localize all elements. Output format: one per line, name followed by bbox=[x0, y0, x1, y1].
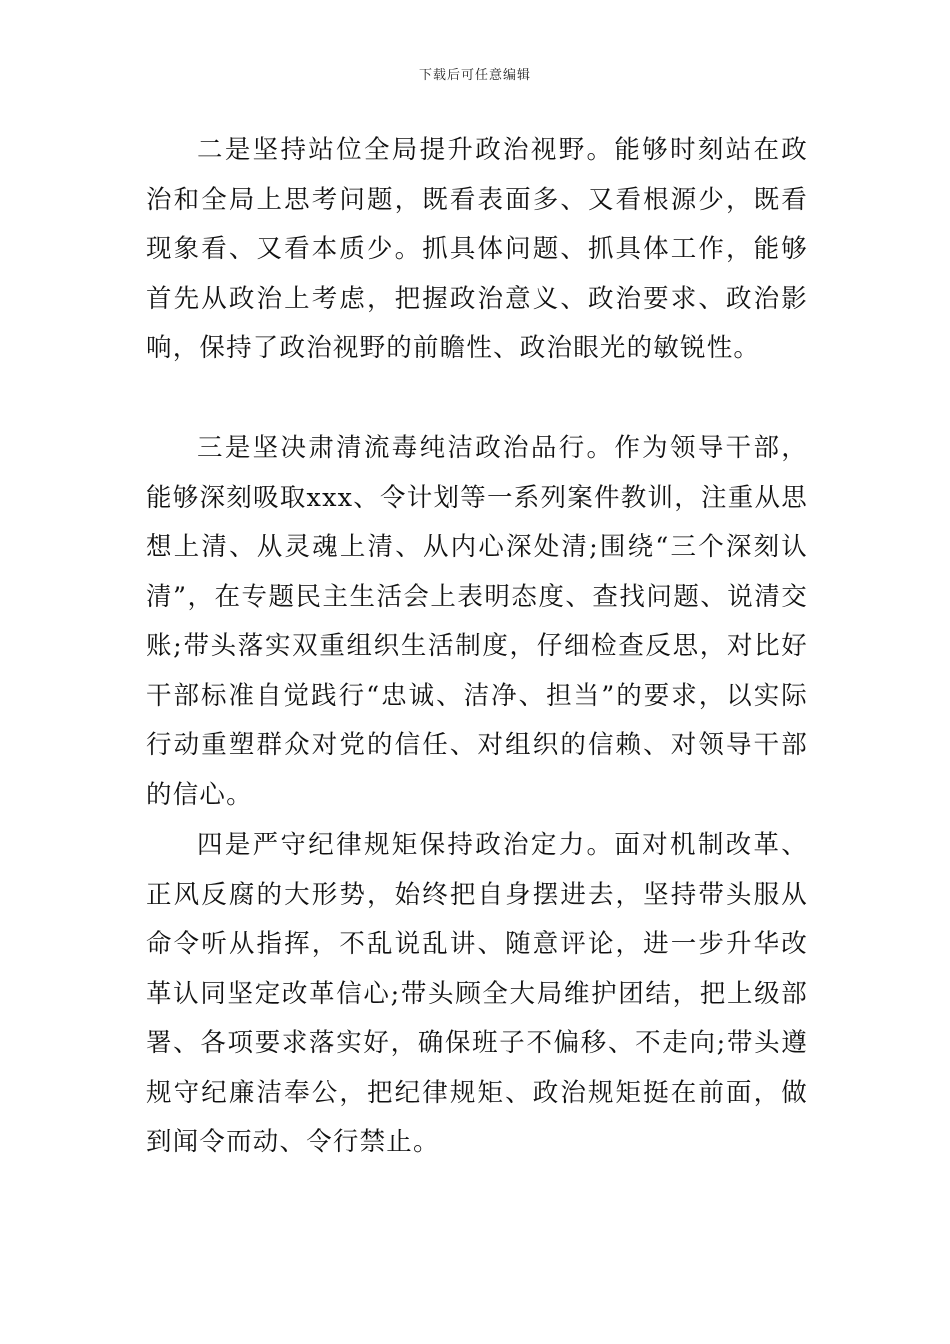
paragraph-political-vision: 二是坚持站位全局提升政治视野。能够时刻站在政治和全局上思考问题，既看表面多、又看根源少，既看现象看、又看本质少。抓具体问题、抓具体工作，能够首先从政治上考虑，把握政治意义、政治要求、政治影响，保持了政治视野的前瞻性、政治眼光的敏锐性。 bbox=[146, 135, 808, 363]
paragraph-political-conduct: 三是坚决肃清流毒纯洁政治品行。作为领导干部，能够深刻吸取xxx、令计划等一系列案件教训，注重从思想上清、从灵魂上清、从内心深处清;围绕“三个深刻认清”，在专题民主生活会上表明态度、查找问题、说清交账;带头落实双重组织生活制度，仔细检查反思，对比好干部标准自觉践行“忠诚、洁净、担当”的要求，以实际行动重塑群众对党的信任、对组织的信赖、对领导干部的信心。 bbox=[146, 433, 808, 810]
page-header-note: 下载后可任意编辑 bbox=[418, 68, 531, 83]
paragraph-political-discipline: 四是严守纪律规矩保持政治定力。面对机制改革、正风反腐的大形势，始终把自身摆进去，坚持带头服从命令听从指挥，不乱说乱讲、随意评论，进一步升华改革认同坚定改革信心;带头顾全大局维护团结，把上级部署、各项要求落实好，确保班子不偏移、不走向;带头遵规守纪廉洁奉公，把纪律规矩、政治规矩挺在前面，做到闻令而动、令行禁止。 bbox=[146, 830, 808, 1157]
